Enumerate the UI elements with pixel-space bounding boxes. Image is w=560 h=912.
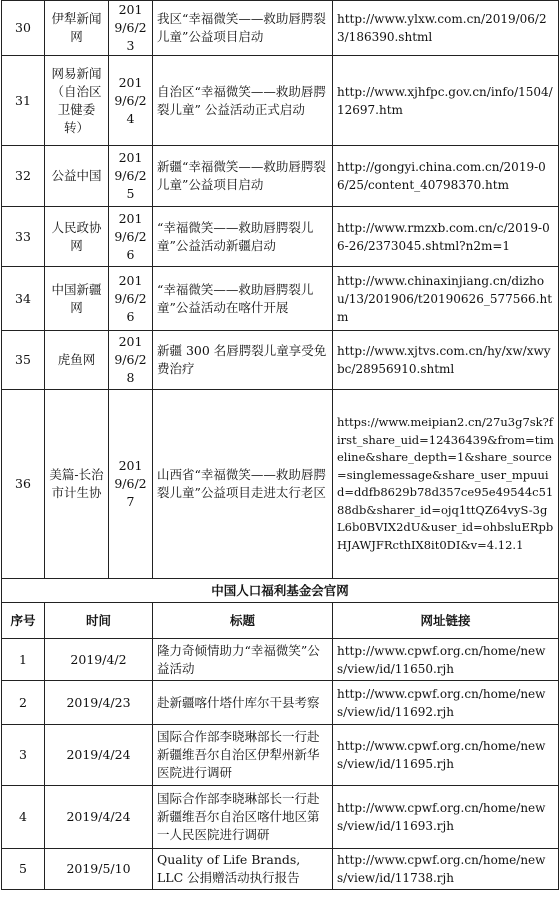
row-date: 2019/6/26 bbox=[109, 207, 153, 267]
row-number: 36 bbox=[2, 390, 45, 579]
row-date: 2019/4/23 bbox=[45, 681, 153, 725]
row-url[interactable]: http://www.cpwf.org.cn/home/news/view/id/11695.rjh bbox=[333, 725, 559, 786]
row-number: 4 bbox=[2, 786, 45, 849]
row-date: 2019/5/10 bbox=[45, 849, 153, 890]
row-url[interactable]: http://www.xjhfpc.gov.cn/info/1504/12697.htm bbox=[333, 56, 559, 146]
row-number: 2 bbox=[2, 681, 45, 725]
row-number: 34 bbox=[2, 267, 45, 331]
table-row bbox=[2, 786, 559, 849]
row-title: 我区“幸福微笑——救助唇腭裂儿童”公益项目启动 bbox=[153, 1, 333, 56]
row-number: 33 bbox=[2, 207, 45, 267]
row-date: 2019/4/24 bbox=[45, 786, 153, 849]
row-url[interactable]: http://www.cpwf.org.cn/home/news/view/id/11693.rjh bbox=[333, 786, 559, 849]
row-title: 自治区“幸福微笑——救助唇腭裂儿童” 公益活动正式启动 bbox=[153, 56, 333, 146]
row-number: 31 bbox=[2, 56, 45, 146]
row-number: 30 bbox=[2, 1, 45, 56]
row-date: 2019/4/24 bbox=[45, 725, 153, 786]
row-title: 隆力奇倾情助力“幸福微笑”公益活动 bbox=[153, 639, 333, 681]
table-row bbox=[2, 1, 559, 56]
row-date: 2019/6/27 bbox=[109, 390, 153, 579]
row-date: 2019/6/25 bbox=[109, 146, 153, 207]
row-source: 美篇-长治市计生协 bbox=[45, 390, 109, 579]
table-row bbox=[2, 331, 559, 390]
row-title: 新疆 300 名唇腭裂儿童享受免费治疗 bbox=[153, 331, 333, 390]
news-coverage-table bbox=[1, 0, 559, 890]
row-number: 3 bbox=[2, 725, 45, 786]
row-url[interactable]: http://www.cpwf.org.cn/home/news/view/id/11650.rjh bbox=[333, 639, 559, 681]
row-date: 2019/6/28 bbox=[109, 331, 153, 390]
row-source: 伊犁新闻网 bbox=[45, 1, 109, 56]
row-title: “幸福微笑——救助唇腭裂儿童”公益活动在喀什开展 bbox=[153, 267, 333, 331]
row-url[interactable]: http://www.cpwf.org.cn/home/news/view/id/11692.rjh bbox=[333, 681, 559, 725]
table-row bbox=[2, 681, 559, 725]
row-url[interactable]: http://www.ylxw.com.cn/2019/06/23/186390.shtml bbox=[333, 1, 559, 56]
row-source: 中国新疆网 bbox=[45, 267, 109, 331]
row-title: “幸福微笑——救助唇腭裂儿童”公益活动新疆启动 bbox=[153, 207, 333, 267]
table-row bbox=[2, 146, 559, 207]
row-number: 1 bbox=[2, 639, 45, 681]
section-title: 中国人口福利基金会官网 bbox=[2, 579, 559, 603]
row-url[interactable]: http://www.cpwf.org.cn/home/news/view/id/11738.rjh bbox=[333, 849, 559, 890]
header-title: 标题 bbox=[153, 603, 333, 639]
row-number: 5 bbox=[2, 849, 45, 890]
row-source: 公益中国 bbox=[45, 146, 109, 207]
table-row bbox=[2, 390, 559, 579]
header-date: 时间 bbox=[45, 603, 153, 639]
row-number: 35 bbox=[2, 331, 45, 390]
row-url[interactable]: https://www.meipian2.cn/27u3g7sk?first_share_uid=12436439&from=timeline&share_depth=1&share_source=singlemessage&share_user_mpuuid=ddfb8629b78d357ce95e49544c5188db&sharer_id=ojq1ttQZ64vyS-3gL6b0BVIX2dU&user_id=ohbsluERpbHJAWJFRcthIX8it0DI&v=4.12.1 bbox=[333, 390, 559, 579]
row-url[interactable]: http://www.chinaxinjiang.cn/dizhou/13/201906/t20190626_577566.htm bbox=[333, 267, 559, 331]
row-source: 人民政协网 bbox=[45, 207, 109, 267]
table-row bbox=[2, 56, 559, 146]
row-url[interactable]: http://www.rmzxb.com.cn/c/2019-06-26/2373045.shtml?n2m=1 bbox=[333, 207, 559, 267]
header-number: 序号 bbox=[2, 603, 45, 639]
row-title: 赴新疆喀什塔什库尔干县考察 bbox=[153, 681, 333, 725]
row-title: 国际合作部李晓琳部长一行赴新疆维吾尔自治区伊犁州新华医院进行调研 bbox=[153, 725, 333, 786]
table-row bbox=[2, 639, 559, 681]
row-source: 虎鱼网 bbox=[45, 331, 109, 390]
row-title: 国际合作部李晓琳部长一行赴新疆维吾尔自治区喀什地区第一人民医院进行调研 bbox=[153, 786, 333, 849]
table-row bbox=[2, 207, 559, 267]
row-date: 2019/6/24 bbox=[109, 56, 153, 146]
row-title: 新疆“幸福微笑——救助唇腭裂儿童”公益项目启动 bbox=[153, 146, 333, 207]
row-date: 2019/6/26 bbox=[109, 267, 153, 331]
section-header-row bbox=[2, 579, 559, 603]
row-date: 2019/6/23 bbox=[109, 1, 153, 56]
row-url[interactable]: http://gongyi.china.com.cn/2019-06/25/content_40798370.htm bbox=[333, 146, 559, 207]
row-source: 网易新闻（自治区卫健委转） bbox=[45, 56, 109, 146]
row-url[interactable]: http://www.xjtvs.com.cn/hy/xw/xwybc/28956910.shtml bbox=[333, 331, 559, 390]
table-row bbox=[2, 725, 559, 786]
row-title: 山西省“幸福微笑——救助唇腭裂儿童”公益项目走进太行老区 bbox=[153, 390, 333, 579]
row-date: 2019/4/2 bbox=[45, 639, 153, 681]
row-number: 32 bbox=[2, 146, 45, 207]
table-row bbox=[2, 849, 559, 890]
column-header-row bbox=[2, 603, 559, 639]
header-url: 网址链接 bbox=[333, 603, 559, 639]
row-title: Quality of Life Brands, LLC 公捐赠活动执行报告 bbox=[153, 849, 333, 890]
table-row bbox=[2, 267, 559, 331]
